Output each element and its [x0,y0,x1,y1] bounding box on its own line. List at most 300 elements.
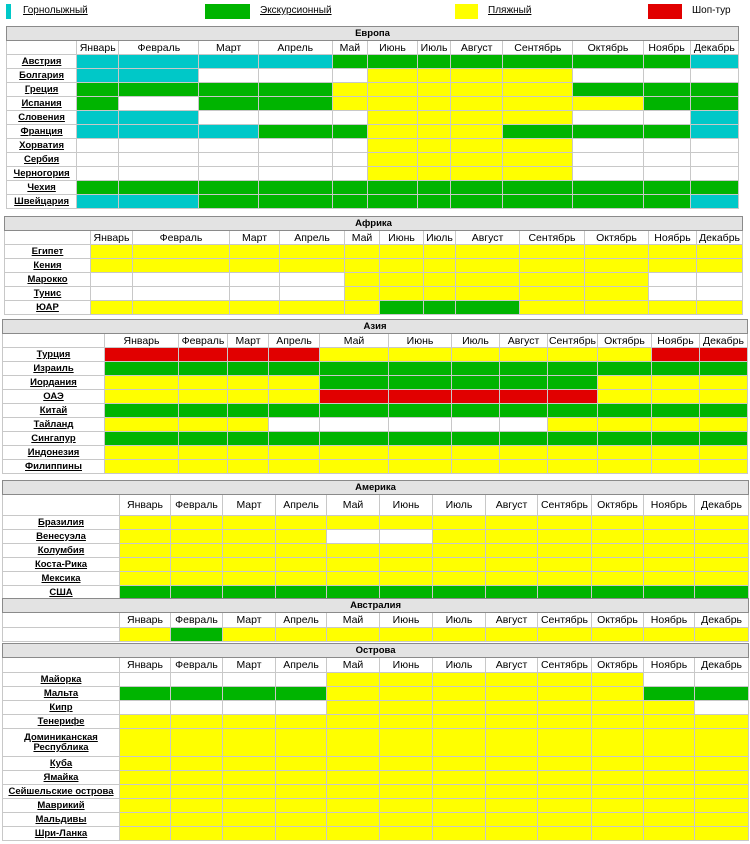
country-link[interactable]: Чехия [7,181,77,195]
month-cell-beach [538,785,592,799]
month-cell-beach [280,245,345,259]
month-cell-none [697,287,743,301]
month-cell-beach [269,460,320,474]
month-cell-none [500,418,548,432]
month-cell-beach [695,572,749,586]
month-cell-exc [573,195,643,209]
month-cell-beach [120,757,171,771]
month-cell-none [280,273,345,287]
month-cell-exc [451,181,503,195]
month-cell-none [389,418,452,432]
country-link[interactable]: Испания [7,97,77,111]
month-cell-beach [433,813,486,827]
country-row [7,111,739,125]
month-header: Май [327,613,380,628]
month-cell-beach [486,572,538,586]
month-cell-ski [199,55,258,69]
month-cell-beach [452,446,500,460]
month-cell-none [332,69,367,83]
month-cell-none [695,673,749,687]
country-link[interactable]: Тунис [5,287,91,301]
country-link[interactable]: Сербия [7,153,77,167]
month-header: Март [199,41,258,55]
month-cell-beach [276,799,327,813]
month-cell-none [199,69,258,83]
month-cell-none [119,97,199,111]
month-header: Апрель [276,613,327,628]
country-row [3,701,749,715]
month-cell-beach [538,813,592,827]
month-header: Август [451,41,503,55]
month-cell-beach [345,301,380,315]
month-cell-beach [171,715,223,729]
country-link[interactable]: Шри-Ланка [3,827,120,841]
month-header: Май [345,231,380,245]
month-header: Апрель [280,231,345,245]
month-cell-none [171,673,223,687]
month-cell-none [690,139,738,153]
month-cell-exc [332,195,367,209]
month-cell-none [91,287,133,301]
month-cell-exc [548,376,598,390]
month-cell-exc [389,432,452,446]
country-link[interactable]: Марокко [5,273,91,287]
month-cell-beach [486,558,538,572]
month-cell-beach [276,715,327,729]
legend-swatch-shop [648,4,682,19]
country-link[interactable]: ОАЭ [3,390,105,404]
country-link[interactable]: Египет [5,245,91,259]
legend-item-shop [648,4,748,19]
month-cell-none [120,673,171,687]
month-cell-beach [223,799,276,813]
month-cell-beach [538,771,592,785]
country-row [5,259,743,273]
country-link[interactable]: Коста-Рика [3,558,120,572]
legend-item-beach [455,4,635,19]
month-cell-exc [573,55,643,69]
month-header: Март [223,613,276,628]
month-cell-beach [230,259,280,273]
month-cell-beach [486,530,538,544]
country-link[interactable]: ЮАР [5,301,91,315]
month-cell-none [690,69,738,83]
month-cell-beach [380,715,433,729]
legend-label-excursion[interactable]: Экскурсионный [260,5,332,16]
month-cell-exc [199,195,258,209]
country-link[interactable]: Мексика [3,572,120,586]
country-link[interactable]: Колумбия [3,544,120,558]
month-cell-beach [451,111,503,125]
month-cell-exc [424,301,456,315]
month-cell-beach [538,715,592,729]
month-cell-beach [695,558,749,572]
month-cell-exc [573,83,643,97]
month-cell-ski [690,195,738,209]
month-header: Октябрь [585,231,649,245]
country-link[interactable]: США [3,586,120,600]
month-cell-beach [695,757,749,771]
month-cell-beach [697,245,743,259]
month-cell-beach [120,785,171,799]
month-cell-beach [223,729,276,757]
month-cell-exc [367,195,417,209]
month-cell-exc [598,362,652,376]
month-cell-beach [644,757,695,771]
country-link[interactable]: Иордания [3,376,105,390]
country-row [3,729,749,757]
month-cell-beach [520,273,585,287]
month-cell-beach [380,729,433,757]
region-title-row [5,217,743,231]
month-cell-beach [644,530,695,544]
month-cell-beach [327,799,380,813]
country-row [3,558,749,572]
month-cell-beach [598,460,652,474]
month-cell-beach [433,544,486,558]
month-cell-shop [179,348,228,362]
month-cell-beach [652,460,700,474]
month-cell-exc [269,404,320,418]
month-header: Сентябрь [503,41,573,55]
month-cell-beach [389,460,452,474]
month-cell-beach [538,827,592,841]
month-cell-exc [276,687,327,701]
country-row [3,715,749,729]
month-cell-exc [503,55,573,69]
month-cell-beach [380,628,433,642]
month-cell-none [332,139,367,153]
country-row [3,785,749,799]
month-cell-beach [171,771,223,785]
month-cell-beach [503,167,573,181]
country-link[interactable]: Хорватия [7,139,77,153]
month-header-row [7,41,739,55]
month-cell-beach [276,813,327,827]
month-cell-none [119,139,199,153]
month-cell-beach [486,628,538,642]
month-header: Январь [120,658,171,673]
month-cell-none [171,701,223,715]
month-cell-beach [105,390,179,404]
month-cell-beach [230,245,280,259]
month-cell-beach [133,245,230,259]
month-cell-beach [486,813,538,827]
month-cell-beach [433,558,486,572]
month-cell-beach [380,544,433,558]
month-cell-exc [418,55,451,69]
month-cell-exc [269,432,320,446]
month-cell-beach [598,446,652,460]
country-row [3,362,748,376]
month-cell-exc [105,404,179,418]
month-cell-beach [223,558,276,572]
month-cell-beach [327,813,380,827]
month-cell-exc [700,432,748,446]
country-link[interactable]: Филиппины [3,460,105,474]
month-cell-beach [451,125,503,139]
month-cell-beach [120,628,171,642]
country-link[interactable]: Черногория [7,167,77,181]
month-cell-beach [120,813,171,827]
month-cell-beach [456,287,520,301]
month-cell-beach [585,287,649,301]
month-header: Январь [105,334,179,348]
month-header: Апрель [276,658,327,673]
country-link[interactable]: Маврикий [3,799,120,813]
month-cell-none [258,153,332,167]
month-cell-beach [327,729,380,757]
month-cell-beach [592,701,644,715]
month-cell-beach [592,572,644,586]
month-cell-exc [643,55,690,69]
month-cell-beach [486,729,538,757]
month-cell-beach [700,460,748,474]
month-cell-ski [77,125,119,139]
country-link[interactable]: Болгария [7,69,77,83]
month-cell-beach [276,516,327,530]
month-cell-beach [133,259,230,273]
country-row [3,432,748,446]
month-cell-exc [199,181,258,195]
month-cell-shop [652,348,700,362]
country-row [3,757,749,771]
month-cell-exc [258,83,332,97]
month-cell-beach [433,799,486,813]
country-link[interactable]: Сингапур [3,432,105,446]
country-link[interactable]: Ямайка [3,771,120,785]
month-cell-beach [538,628,592,642]
month-cell-exc [228,362,269,376]
month-cell-beach [223,813,276,827]
legend-label-ski[interactable]: Горнолыжный [23,5,88,16]
month-cell-beach [327,516,380,530]
month-cell-beach [345,287,380,301]
month-cell-ski [119,55,199,69]
month-cell-beach [451,139,503,153]
month-header-row [3,495,749,516]
month-cell-exc [690,97,738,111]
month-cell-beach [486,544,538,558]
country-link[interactable]: Майорка [3,673,120,687]
legend-item-excursion [205,4,445,19]
country-link[interactable]: Доминиканская Республика [3,729,120,757]
country-row [3,446,748,460]
month-cell-beach [332,83,367,97]
month-cell-beach [695,799,749,813]
month-cell-beach [171,530,223,544]
month-cell-beach [695,827,749,841]
month-header: Октябрь [592,658,644,673]
month-cell-beach [520,259,585,273]
country-link[interactable]: Тайланд [3,418,105,432]
country-row [7,97,739,111]
month-cell-beach [367,125,417,139]
month-cell-exc [258,97,332,111]
month-cell-beach [424,287,456,301]
header-corner [5,231,91,245]
month-cell-beach [380,259,424,273]
month-cell-exc [77,83,119,97]
month-cell-none [690,153,738,167]
month-cell-beach [380,687,433,701]
month-cell-none [199,167,258,181]
month-header: Июнь [380,613,433,628]
month-cell-shop [269,348,320,362]
month-cell-beach [538,673,592,687]
month-cell-beach [486,757,538,771]
country-link[interactable]: Кения [5,259,91,273]
country-link[interactable]: Австрия [7,55,77,69]
month-cell-beach [223,572,276,586]
month-cell-beach [380,273,424,287]
month-cell-none [643,167,690,181]
month-cell-beach [695,530,749,544]
country-link[interactable]: Тенерифе [3,715,120,729]
month-cell-beach [320,348,389,362]
month-cell-beach [451,153,503,167]
month-cell-beach [171,516,223,530]
month-cell-beach [380,287,424,301]
month-cell-exc [700,362,748,376]
month-header: Январь [120,613,171,628]
month-cell-ski [77,69,119,83]
month-cell-exc [320,362,389,376]
month-cell-beach [592,673,644,687]
legend-item-ski [6,4,196,19]
country-link[interactable]: Мальдивы [3,813,120,827]
month-header: Июль [433,495,486,516]
month-cell-beach [548,460,598,474]
region-table [6,26,739,209]
country-link[interactable]: Китай [3,404,105,418]
country-link[interactable]: Турция [3,348,105,362]
month-cell-beach [548,348,598,362]
month-cell-beach [520,301,585,315]
country-row [5,287,743,301]
country-link[interactable]: Кипр [3,701,120,715]
month-header: Март [223,658,276,673]
month-cell-exc [452,432,500,446]
month-header: Август [486,613,538,628]
country-row [3,376,748,390]
month-cell-beach [592,530,644,544]
month-cell-beach [228,460,269,474]
month-cell-exc [228,404,269,418]
month-header: Апрель [269,334,320,348]
month-header: Июль [452,334,500,348]
month-cell-beach [171,572,223,586]
month-cell-ski [119,125,199,139]
month-cell-beach [367,97,417,111]
month-cell-exc [643,97,690,111]
month-cell-beach [223,516,276,530]
month-cell-exc [652,362,700,376]
month-header: Декабрь [695,495,749,516]
country-link[interactable]: Сейшельские острова [3,785,120,799]
month-cell-beach [695,628,749,642]
month-header: Май [320,334,389,348]
month-cell-exc [643,125,690,139]
country-row [3,544,749,558]
country-row [3,628,749,642]
month-cell-beach [327,544,380,558]
month-cell-none [643,153,690,167]
month-cell-beach [548,418,598,432]
month-cell-beach [171,544,223,558]
month-cell-exc [452,362,500,376]
country-link[interactable]: Франция [7,125,77,139]
month-cell-none [77,139,119,153]
month-cell-beach [585,301,649,315]
country-link[interactable]: Швейцария [7,195,77,209]
month-cell-beach [327,628,380,642]
region-block [6,26,739,209]
month-cell-shop [548,390,598,404]
month-cell-ski [119,195,199,209]
country-link[interactable]: Словения [7,111,77,125]
country-link[interactable]: Индонезия [3,446,105,460]
month-cell-exc [456,301,520,315]
month-cell-exc [503,181,573,195]
month-header: Июнь [380,658,433,673]
month-cell-beach [644,799,695,813]
month-cell-beach [91,245,133,259]
month-cell-beach [418,69,451,83]
month-cell-beach [179,460,228,474]
month-header: Февраль [171,658,223,673]
month-cell-exc [503,125,573,139]
month-cell-beach [228,390,269,404]
country-link[interactable]: Куба [3,757,120,771]
month-cell-beach [695,729,749,757]
country-link[interactable]: Венесуэла [3,530,120,544]
month-header: Октябрь [573,41,643,55]
month-cell-ski [77,111,119,125]
month-cell-beach [367,69,417,83]
month-cell-beach [486,771,538,785]
month-cell-beach [644,701,695,715]
month-cell-none [573,111,643,125]
month-cell-beach [320,446,389,460]
month-cell-beach [276,530,327,544]
region-table [2,480,749,600]
country-link[interactable]: Мальта [3,687,120,701]
country-link[interactable]: Израиль [3,362,105,376]
legend-label-beach[interactable]: Пляжный [488,5,532,16]
month-cell-exc [548,404,598,418]
month-header: Март [230,231,280,245]
month-cell-none [643,69,690,83]
month-cell-exc [77,181,119,195]
month-cell-beach [276,558,327,572]
month-header: Июль [424,231,456,245]
month-header: Февраль [171,613,223,628]
country-link[interactable]: Бразилия [3,516,120,530]
month-cell-beach [644,729,695,757]
month-cell-beach [548,446,598,460]
month-cell-beach [380,245,424,259]
month-header: Ноябрь [644,495,695,516]
month-cell-ski [690,55,738,69]
month-cell-beach [456,273,520,287]
month-cell-none [91,273,133,287]
month-cell-beach [486,715,538,729]
month-cell-exc [695,687,749,701]
month-cell-beach [345,245,380,259]
country-link[interactable]: Греция [7,83,77,97]
month-cell-beach [592,558,644,572]
